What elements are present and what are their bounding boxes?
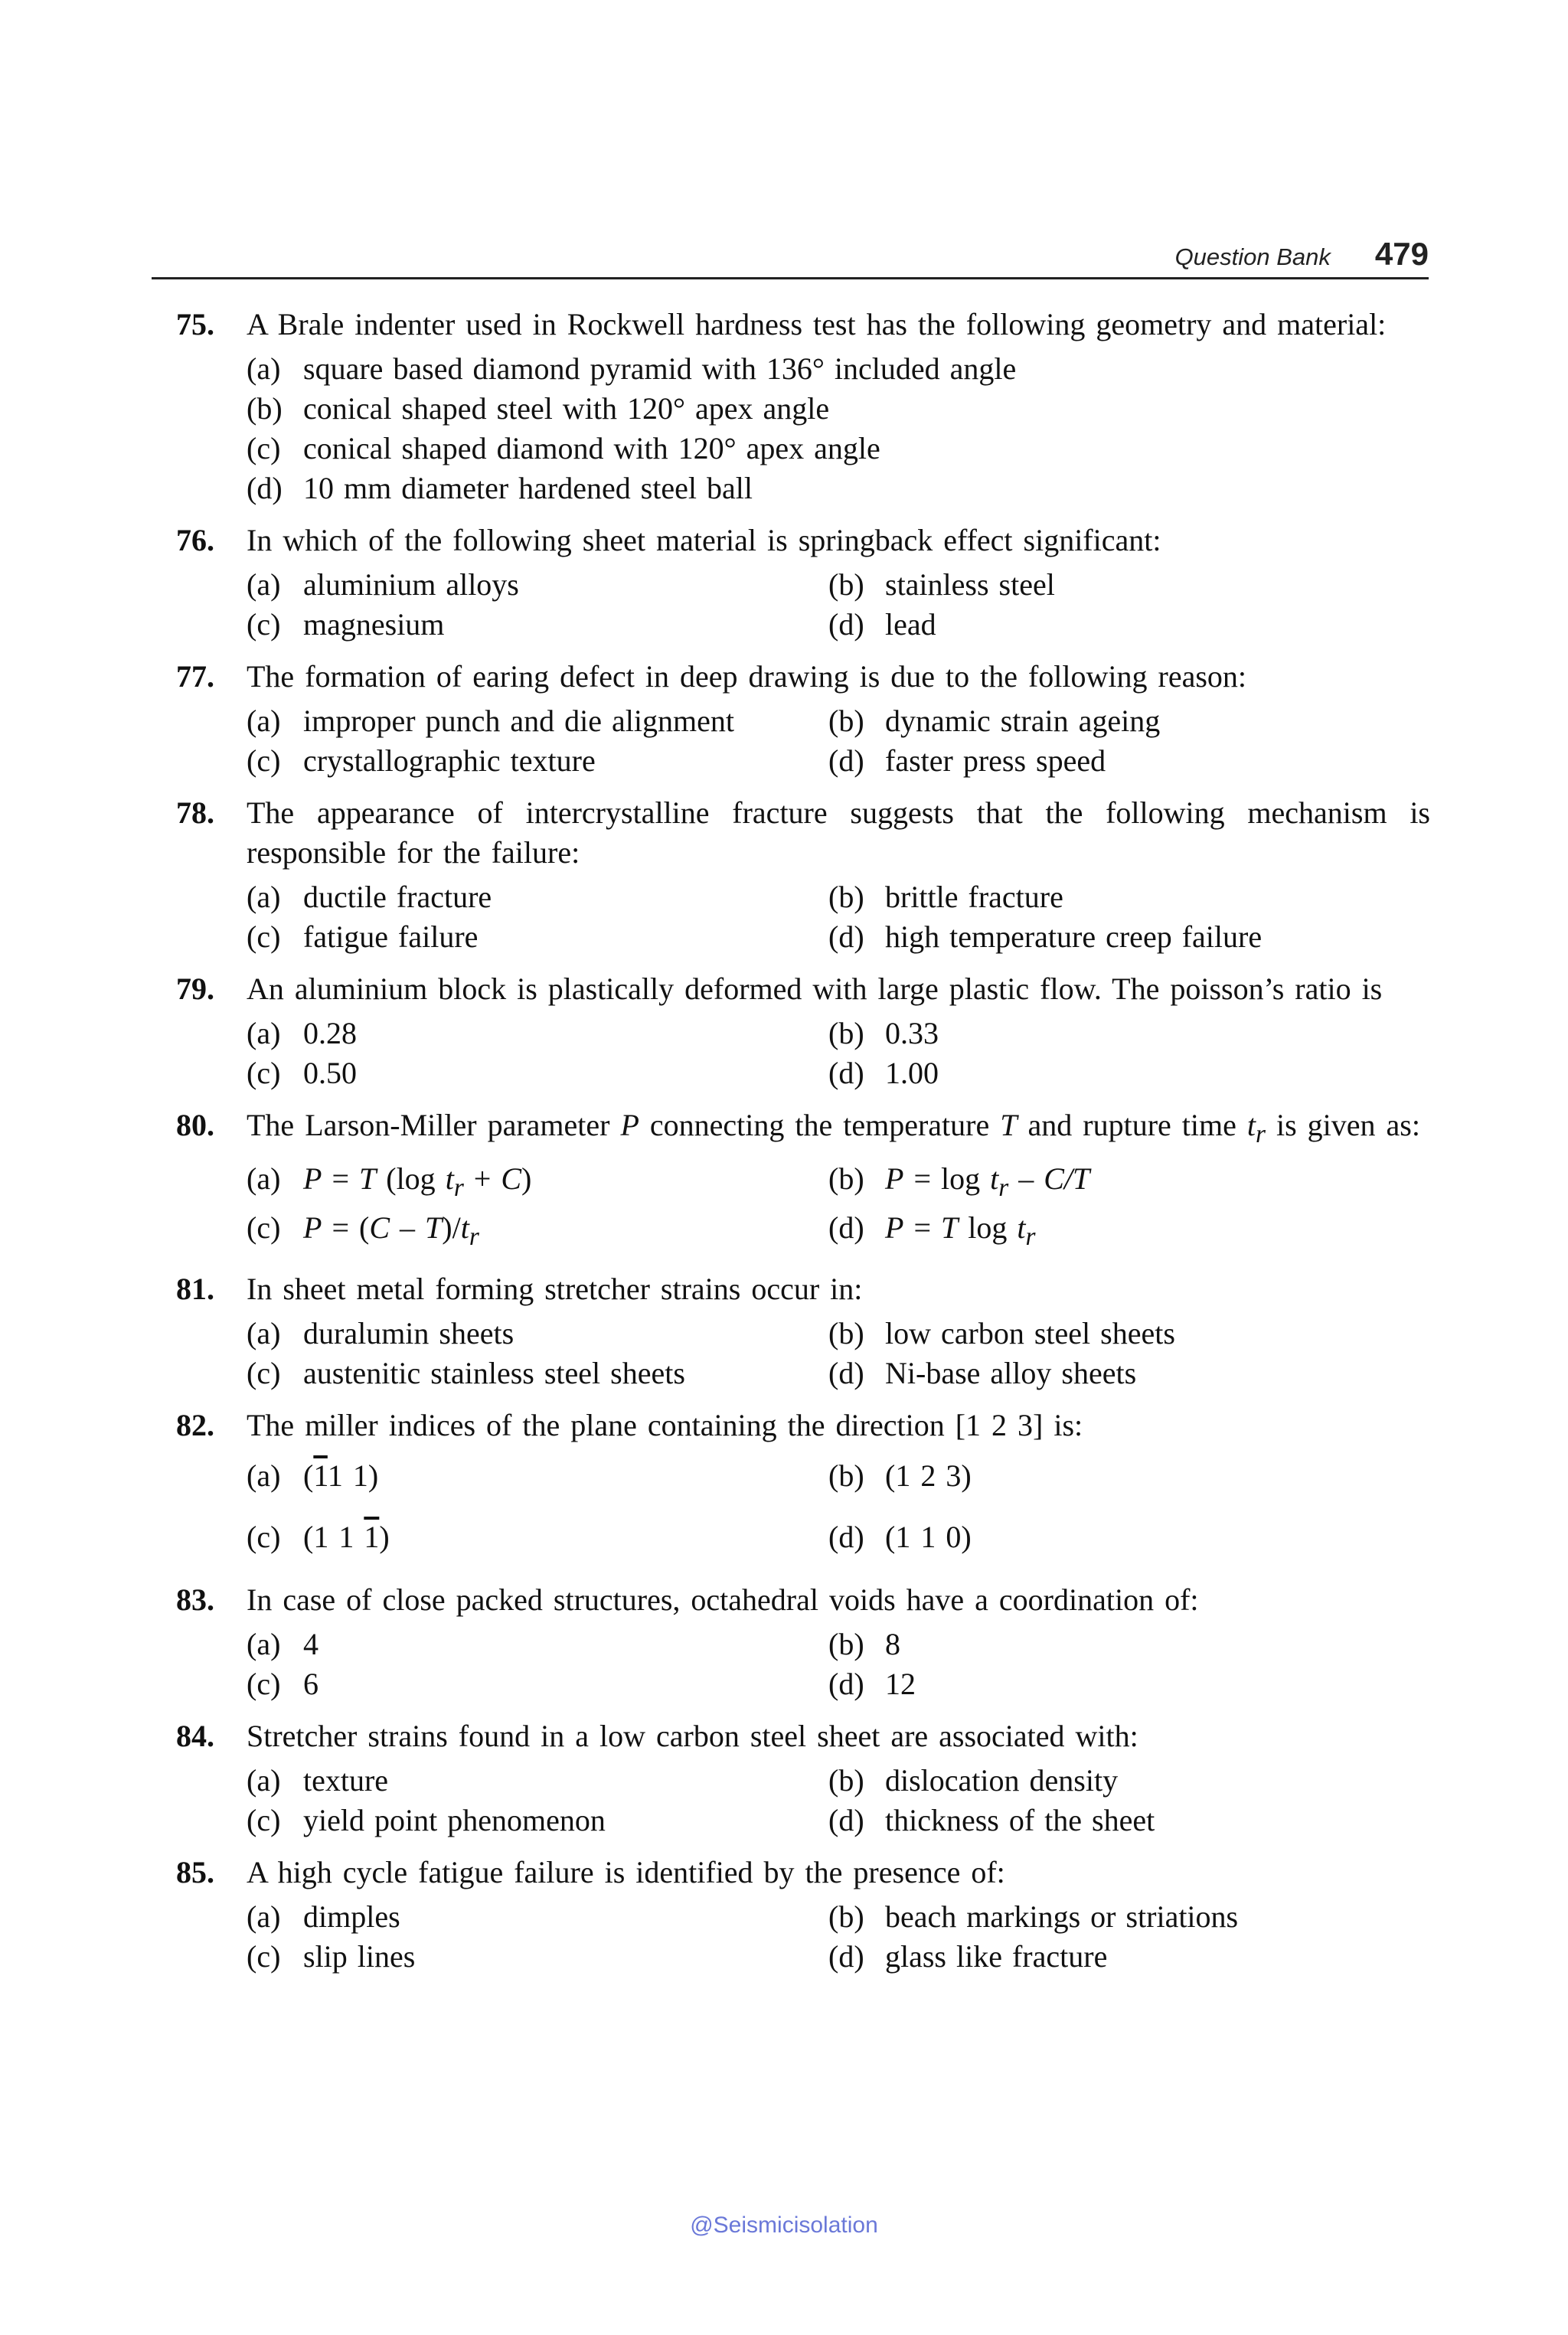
option-d: (d) glass like fracture bbox=[828, 1939, 1108, 1974]
question-82 bbox=[176, 1406, 1430, 1568]
options bbox=[247, 701, 1430, 781]
option-c: (c) crystallographic texture bbox=[247, 743, 596, 778]
option-b: (b) (1 2 3) bbox=[828, 1458, 972, 1493]
option-a: (a) 0.28 bbox=[247, 1016, 357, 1050]
question-text: A Brale indenter used in Rockwell hardness test has the following geometry and material: bbox=[247, 307, 1387, 341]
question-79 bbox=[176, 969, 1430, 1093]
option-b: (b) brittle fracture bbox=[828, 880, 1063, 914]
options bbox=[247, 1445, 1430, 1568]
option-a: (a) 4 bbox=[247, 1627, 318, 1661]
question-number: 83. bbox=[176, 1582, 214, 1617]
options bbox=[247, 1761, 1430, 1840]
question-75 bbox=[176, 305, 1430, 508]
option-d: (d) P = T $\log t_r$ bbox=[828, 1210, 1036, 1251]
page-header bbox=[152, 230, 1429, 279]
option-b: (b) $P = \log t_r - C/T$ bbox=[828, 1161, 1090, 1202]
question-number: 84. bbox=[176, 1719, 214, 1753]
question-text: The formation of earing defect in deep drawing is due to the following reason: bbox=[247, 659, 1247, 694]
option-a: (a) P = T (log $t_r + C$) bbox=[247, 1161, 532, 1202]
question-80 bbox=[176, 1105, 1430, 1257]
option-a: (a) (11 1) bbox=[247, 1458, 379, 1493]
option-b: (b) stainless steel bbox=[828, 567, 1055, 602]
question-text: In sheet metal forming stretcher strains occur in: bbox=[247, 1272, 863, 1306]
option-a: (a) improper punch and die alignment bbox=[247, 704, 734, 738]
options bbox=[247, 1897, 1430, 1977]
option-d: (d) faster press speed bbox=[828, 743, 1106, 778]
options bbox=[247, 565, 1430, 645]
option-c: (c) (1 1 1) bbox=[247, 1520, 390, 1554]
option-c: (c) magnesium bbox=[247, 607, 445, 642]
question-list bbox=[176, 305, 1430, 1989]
option-c: (c) $P = (C - T)/t_r$ bbox=[247, 1210, 479, 1251]
question-text: A high cycle fatigue failure is identified by the presence of: bbox=[247, 1855, 1005, 1889]
question-text: The miller indices of the plane containing the direction [1 2 3] is: bbox=[247, 1408, 1083, 1442]
question-text: The appearance of intercrystalline fracture suggests that the following mechanism is responsible for the failure: bbox=[247, 795, 1430, 870]
option-b: (b) 0.33 bbox=[828, 1016, 939, 1050]
options bbox=[247, 877, 1430, 957]
running-head: Question Bank bbox=[1174, 243, 1331, 270]
option-d: (d) thickness of the sheet bbox=[828, 1803, 1155, 1837]
question-text: Stretcher strains found in a low carbon steel sheet are associated with: bbox=[247, 1719, 1138, 1753]
options bbox=[247, 349, 1430, 508]
option-a: (a) ductile fracture bbox=[247, 880, 492, 914]
question-number: 75. bbox=[176, 307, 214, 341]
option-a: (a) aluminium alloys bbox=[247, 567, 519, 602]
options bbox=[247, 1625, 1430, 1704]
option-d: (d) 12 bbox=[828, 1667, 916, 1701]
option-b: (b) 8 bbox=[828, 1627, 900, 1661]
options bbox=[247, 1314, 1430, 1393]
question-83 bbox=[176, 1580, 1430, 1704]
question-number: 79. bbox=[176, 972, 214, 1006]
option-d: (d) 1.00 bbox=[828, 1056, 939, 1090]
option-d: (d) 10 mm diameter hardened steel ball bbox=[247, 471, 753, 505]
option-b: (b) dislocation density bbox=[828, 1763, 1119, 1798]
option-d: (d) lead bbox=[828, 607, 936, 642]
question-text: In case of close packed structures, octahedral voids have a coordination of: bbox=[247, 1582, 1199, 1617]
option-a: (a) texture bbox=[247, 1763, 389, 1798]
option-a: (a) duralumin sheets bbox=[247, 1316, 514, 1350]
option-b: (b) beach markings or striations bbox=[828, 1899, 1239, 1934]
question-76 bbox=[176, 521, 1430, 645]
option-a: (a) square based diamond pyramid with 136° included angle bbox=[247, 351, 1017, 386]
question-78 bbox=[176, 793, 1430, 957]
option-c: (c) slip lines bbox=[247, 1939, 416, 1974]
option-d: (d) high temperature creep failure bbox=[828, 919, 1263, 954]
watermark: @Seismicisolation bbox=[690, 2213, 878, 2238]
option-b: (b) low carbon steel sheets bbox=[828, 1316, 1175, 1350]
question-number: 81. bbox=[176, 1272, 214, 1306]
options bbox=[247, 1159, 1430, 1257]
question-84 bbox=[176, 1716, 1430, 1840]
page-number: 479 bbox=[1374, 236, 1429, 272]
option-b: (b) conical shaped steel with 120° apex angle bbox=[247, 391, 830, 426]
question-number: 80. bbox=[176, 1108, 214, 1142]
option-a: (a) dimples bbox=[247, 1899, 400, 1934]
question-text: The Larson-Miller parameter P connecting the temperature T and rupture time $t_r$ is given as: bbox=[247, 1108, 1420, 1148]
question-number: 77. bbox=[176, 659, 214, 694]
option-c: (c) fatigue failure bbox=[247, 919, 479, 954]
option-c: (c) 0.50 bbox=[247, 1056, 357, 1090]
question-number: 82. bbox=[176, 1408, 214, 1442]
option-d: (d) (1 1 0) bbox=[828, 1520, 972, 1554]
option-b: (b) dynamic strain ageing bbox=[828, 704, 1161, 738]
question-81 bbox=[176, 1269, 1430, 1393]
question-number: 76. bbox=[176, 523, 214, 557]
question-85 bbox=[176, 1853, 1430, 1977]
option-d: (d) Ni-base alloy sheets bbox=[828, 1356, 1137, 1390]
option-c: (c) yield point phenomenon bbox=[247, 1803, 606, 1837]
question-text: An aluminium block is plastically deformed with large plastic flow. The poisson’s ratio is bbox=[247, 972, 1383, 1006]
question-number: 85. bbox=[176, 1855, 214, 1889]
option-c: (c) conical shaped diamond with 120° apex angle bbox=[247, 431, 880, 465]
question-text: In which of the following sheet material is springback effect significant: bbox=[247, 523, 1161, 557]
option-c: (c) austenitic stainless steel sheets bbox=[247, 1356, 685, 1390]
option-c: (c) 6 bbox=[247, 1667, 318, 1701]
options bbox=[247, 1014, 1430, 1093]
question-number: 78. bbox=[176, 795, 214, 830]
question-77 bbox=[176, 657, 1430, 781]
